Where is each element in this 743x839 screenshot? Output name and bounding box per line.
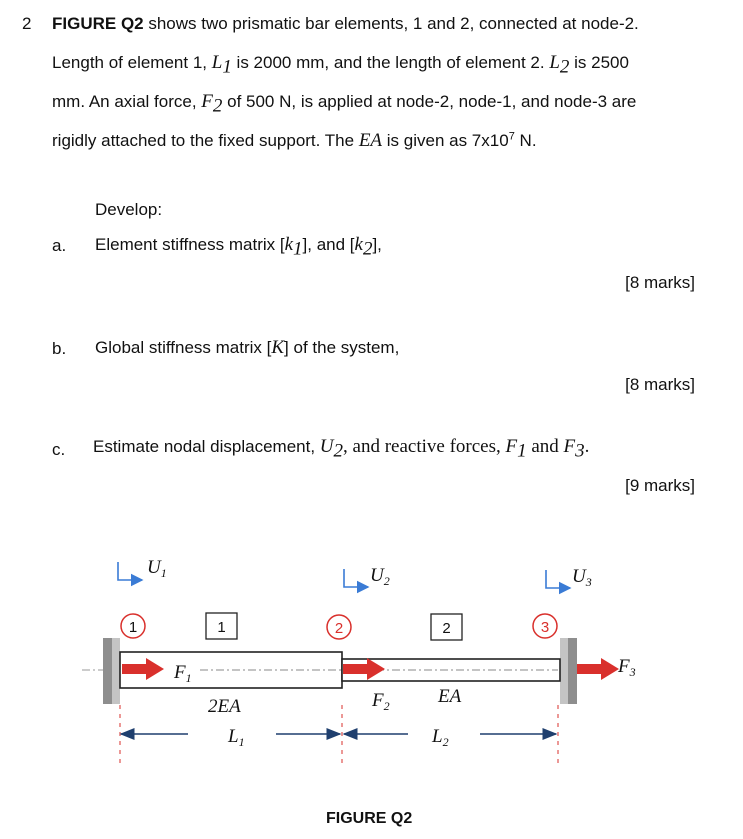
force-f1-label: $F_1$: [174, 662, 192, 685]
part-a-marks: [8 marks]: [625, 273, 695, 292]
force-f3-arrow: [577, 658, 619, 680]
disp-u1-arrow: [118, 562, 142, 580]
node-3-label: 3: [540, 619, 550, 636]
element-2-box: [431, 614, 462, 640]
question-line-2: Length of element 1, $L_1$ is 2000 mm, and the length of element 2. $L_2$ is 2500: [52, 52, 629, 78]
develop-heading: Develop:: [95, 200, 163, 219]
part-b-letter: b.: [52, 339, 67, 358]
node-1-label: 1: [128, 619, 138, 636]
right-fixed-support: [560, 638, 577, 704]
stiffness-label-1: 2EA: [208, 696, 241, 717]
node-2: [327, 615, 351, 639]
displacement-u2: [344, 565, 390, 588]
figure-reference: FIGURE Q2: [52, 14, 144, 33]
question-line-1: FIGURE Q2 shows two prismatic bar elements, 1 and 2, connected at node-2.: [52, 14, 639, 33]
part-a-letter: a.: [52, 236, 67, 255]
figure-q2-diagram: [0, 540, 743, 800]
force-f2-label: $F_2$: [372, 690, 390, 713]
force-f3-label: $F_3$: [618, 656, 636, 679]
part-b-marks: [8 marks]: [625, 375, 695, 394]
part-c-text: Estimate nodal displacement, $U_2$, and reactive forces, $F_1$ and $F_3$.: [93, 436, 590, 462]
question-line-4: rigidly attached to the fixed support. The EA is given as $7x10^7$ N.: [52, 130, 537, 151]
element-1-box: [206, 613, 237, 639]
displacement-u1: [118, 557, 167, 580]
part-c-letter: c.: [52, 440, 66, 459]
question-line-3: mm. An axial force, $F_2$ of 500 N, is applied at node-2, node-1, and node-3 are: [52, 91, 637, 117]
node-1: [121, 614, 145, 638]
disp-u2-label: $U_2$: [370, 565, 390, 588]
part-a-text: Element stiffness matrix $[k_1]$, and $[k_2]$,: [95, 234, 382, 260]
displacement-u3: [546, 566, 592, 589]
part-b-text: Global stiffness matrix [K] of the system,: [95, 337, 400, 358]
left-fixed-support: [103, 638, 120, 704]
element-2-label: 2: [442, 620, 451, 637]
disp-u3-arrow: [546, 570, 570, 588]
stiffness-label-2: EA: [438, 686, 462, 707]
figure-caption: FIGURE Q2: [326, 810, 413, 827]
node-2-label: 2: [334, 620, 344, 637]
disp-u3-label: $U_3$: [572, 566, 592, 589]
disp-u2-arrow: [344, 569, 368, 587]
element-1-label: 1: [217, 619, 226, 636]
length-l2-label: $L_2$: [432, 726, 449, 749]
disp-u1-label: $U_1$: [147, 557, 167, 580]
part-c-marks: [9 marks]: [625, 476, 695, 495]
node-3: [533, 614, 557, 638]
length-l1-label: $L_1$: [228, 726, 245, 749]
question-number: 2: [22, 14, 32, 33]
